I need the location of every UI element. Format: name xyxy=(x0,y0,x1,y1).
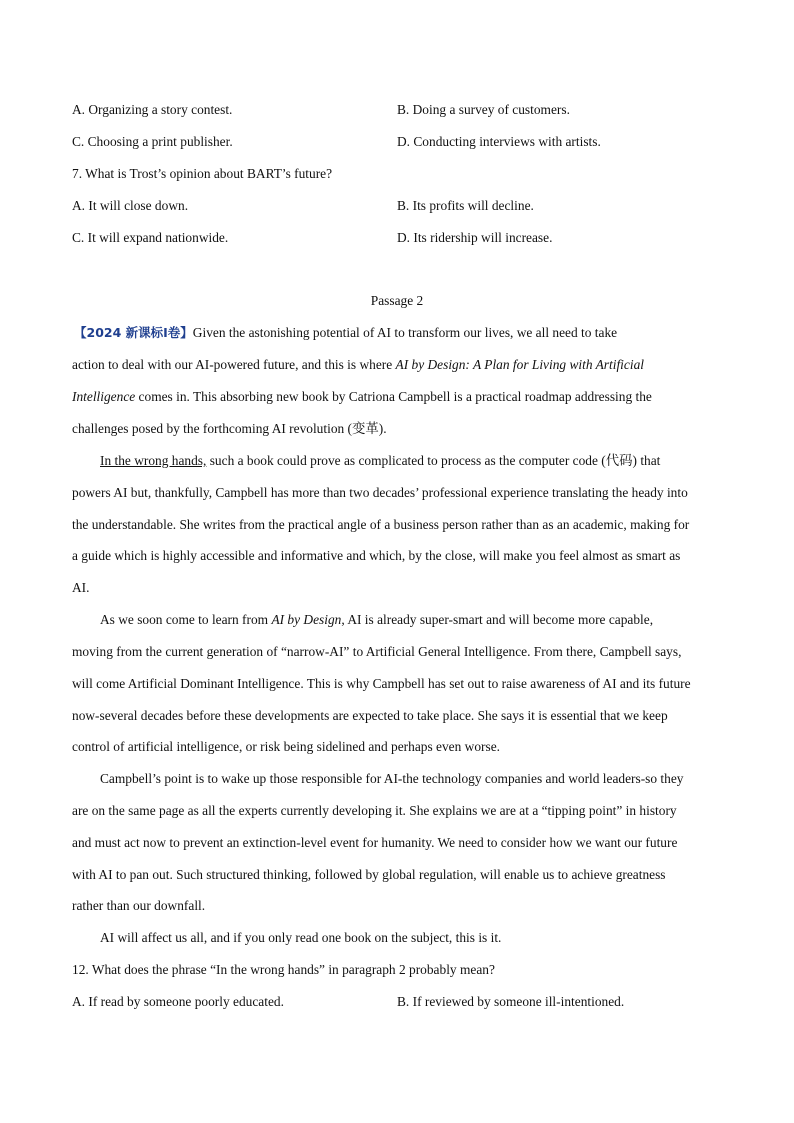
paragraph-4-line-2: are on the same page as all the experts currently developing it. She explains we are at a “tipping point” in history xyxy=(72,803,677,818)
q6-option-b: B. Doing a survey of customers. xyxy=(397,102,570,117)
paragraph-3-line-5: control of artificial intelligence, or risk being sidelined and perhaps even worse. xyxy=(72,739,500,754)
underlined-phrase: In the wrong hands, xyxy=(100,453,207,468)
paragraph-2-line-5: AI. xyxy=(72,580,90,595)
q6-option-c: C. Choosing a print publisher. xyxy=(72,134,233,149)
book-title-cont: Intelligence xyxy=(72,389,136,404)
q7-option-c: C. It will expand nationwide. xyxy=(72,230,229,245)
q7-option-a: A. It will close down. xyxy=(72,198,189,213)
paragraph-4-line-1: Campbell’s point is to wake up those responsible for AI-the technology companies and world leaders-so they xyxy=(100,771,684,786)
paragraph-1-text: Given the astonishing potential of AI to transform our lives, we all need to take xyxy=(192,325,618,340)
paragraph-2-line-1 xyxy=(100,452,660,470)
paragraph-1-line-4: challenges posed by the forthcoming AI revolution (变革). xyxy=(72,421,387,436)
q12-option-b: B. If reviewed by someone ill-intentioned. xyxy=(397,994,625,1009)
q12-question: 12. What does the phrase “In the wrong hands” in paragraph 2 probably mean? xyxy=(72,962,495,977)
paragraph-4-line-4: with AI to pan out. Such structured thinking, followed by global regulation, will enable us to achieve greatness xyxy=(72,867,666,882)
paragraph-3-line-3: will come Artificial Dominant Intelligence. This is why Campbell has set out to raise awareness of AI and its future xyxy=(72,676,691,691)
paragraph-3-line-1 xyxy=(100,611,653,629)
book-title: AI by Design: A Plan for Living with Artificial xyxy=(395,357,644,372)
q7-option-b: B. Its profits will decline. xyxy=(397,198,534,213)
book-title-short: AI by Design xyxy=(271,612,342,627)
paragraph-3-text: As we soon come to learn from xyxy=(100,612,272,627)
paragraph-1-line-1 xyxy=(74,324,617,342)
paragraph-1-line-2 xyxy=(72,356,644,374)
paragraph-5-line-1: AI will affect us all, and if you only read one book on the subject, this is it. xyxy=(100,930,502,945)
q7-option-d: D. Its ridership will increase. xyxy=(397,230,553,245)
exam-source-tag: 【2024 新课标Ⅰ卷】 xyxy=(74,325,193,340)
q6-option-d: D. Conducting interviews with artists. xyxy=(397,134,601,149)
paragraph-2-line-4: a guide which is highly accessible and informative and which, by the close, will make you feel almost as smart as xyxy=(72,548,681,563)
paragraph-1-line-3 xyxy=(72,388,652,406)
paragraph-3-line-2: moving from the current generation of “narrow-AI” to Artificial General Intelligence. From there, Campbell says, xyxy=(72,644,682,659)
paragraph-1-text: comes in. This absorbing new book by Catriona Campbell is a practical roadmap addressing the xyxy=(135,389,652,404)
paragraph-3-text: , AI is already super-smart and will become more capable, xyxy=(341,612,654,627)
paragraph-1-text: action to deal with our AI-powered future, and this is where xyxy=(72,357,396,372)
paragraph-4-line-3: and must act now to prevent an extinction-level event for humanity. We need to consider how we want our future xyxy=(72,835,678,850)
q12-option-a: A. If read by someone poorly educated. xyxy=(72,994,284,1009)
paragraph-3-line-4: now-several decades before these developments are expected to take place. She says it is essential that we keep xyxy=(72,708,668,723)
paragraph-2-line-2: powers AI but, thankfully, Campbell has more than two decades’ professional experience translating the heady into xyxy=(72,485,688,500)
passage-title: Passage 2 xyxy=(370,293,424,308)
paragraph-2-line-3: the understandable. She writes from the practical angle of a business person rather than as an academic, making for xyxy=(72,517,690,532)
paragraph-2-text: such a book could prove as complicated to process as the computer code (代码) that xyxy=(206,453,661,468)
q6-option-a: A. Organizing a story contest. xyxy=(72,102,233,117)
paragraph-4-line-5: rather than our downfall. xyxy=(72,898,206,913)
q7-question: 7. What is Trost’s opinion about BART’s future? xyxy=(72,166,333,181)
